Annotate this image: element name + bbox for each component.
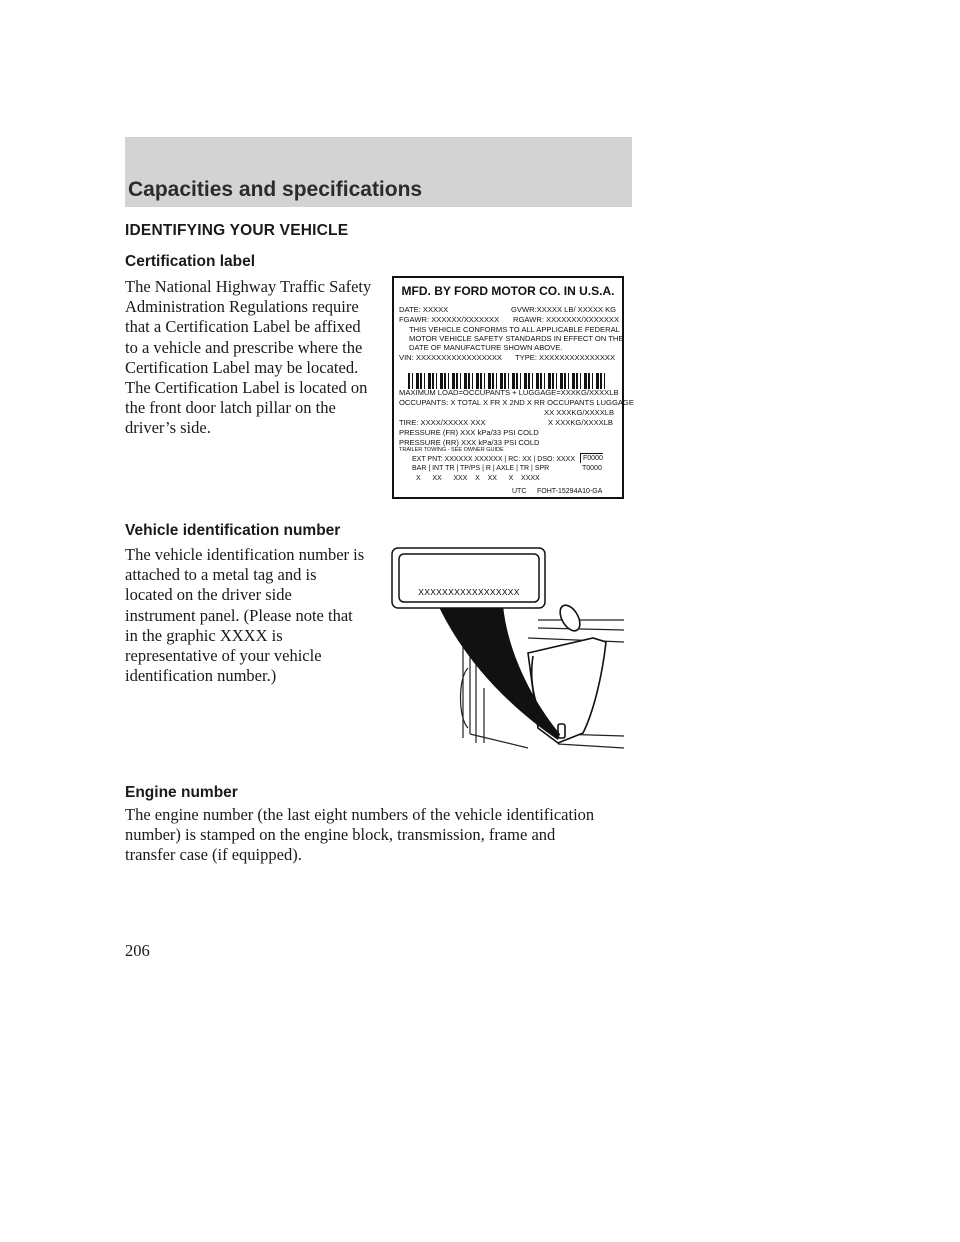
label-trailer-note: TRAILER TOWING - SEE OWNER GUIDE [399, 447, 504, 453]
label-type: TYPE: XXXXXXXXXXXXXXX [515, 353, 616, 362]
text-line: Certification Label may be located. [125, 357, 359, 377]
text-line: to a vehicle and prescribe where the [125, 337, 363, 357]
label-max-load: MAXIMUM LOAD=OCCUPANTS + LUGGAGE=XXXKG/XXXXLB [399, 388, 619, 397]
label-date: DATE: XXXXX [399, 305, 449, 314]
label-pressure-rear: PRESSURE (RR) XXX kPa/33 PSI COLD [399, 438, 540, 447]
text-line: driver’s side. [125, 418, 211, 438]
label-gvwr: GVWR:XXXXX LB/ XXXXX KG [511, 305, 617, 314]
section-title: IDENTIFYING YOUR VEHICLE [125, 222, 349, 239]
label-code-f: F0000 [580, 453, 603, 463]
label-occupants: OCCUPANTS: X TOTAL X FR X 2ND X RR OCCUPANTS LUGGAGE [399, 398, 634, 407]
label-conform-line: MOTOR VEHICLE SAFETY STANDARDS IN EFFECT ON THE [409, 334, 624, 343]
text-line: The vehicle identification number is [125, 545, 365, 564]
label-occupant-values: XX XXXKG/XXXXLB [544, 408, 615, 417]
text-line: transfer case (if equipped). [125, 845, 302, 865]
label-code-t: T0000 [582, 465, 602, 472]
certification-paragraph [125, 277, 371, 439]
text-line: The engine number (the last eight numbers of the vehicle identification [125, 805, 595, 824]
text-line: number) is stamped on the engine block, transmission, frame and [125, 825, 556, 845]
barcode [408, 373, 608, 389]
text-line: identification number.) [125, 666, 277, 686]
label-pressure-front: PRESSURE (FR) XXX kPa/33 PSI COLD [399, 428, 539, 437]
chapter-title: Capacities and specifications [128, 178, 423, 201]
label-conform-line: THIS VEHICLE CONFORMS TO ALL APPLICABLE FEDERAL [409, 325, 620, 334]
label-tire-values: X XXXKG/XXXXLB [548, 418, 613, 427]
text-line: that a Certification Label be affixed [125, 317, 361, 337]
label-ext-paint: EXT PNT: XXXXXX XXXXXX | RC: XX | DSO: XXXX [412, 456, 576, 463]
label-rgawr: RGAWR: XXXXXXX/XXXXXXX [513, 315, 620, 324]
label-row-values: X XX XXX X XX X XXXX [416, 475, 540, 482]
vin-tag-text: XXXXXXXXXXXXXXXXX [418, 587, 520, 597]
vin-paragraph [125, 545, 364, 686]
text-line: instrument panel. (Please note that [125, 605, 353, 625]
text-line: in the graphic XXXX is [125, 625, 283, 645]
text-line: The National Highway Traffic Safety [125, 277, 372, 296]
text-line: attached to a metal tag and is [125, 565, 317, 585]
label-conform-line: DATE OF MANUFACTURE SHOWN ABOVE. [409, 343, 563, 352]
text-line: located on the driver side [125, 585, 292, 605]
label-utc: UTC [512, 488, 527, 495]
label-tire: TIRE: XXXX/XXXXX XXX [399, 418, 486, 427]
text-line: the front door latch pillar on the [125, 398, 336, 418]
vin-heading: Vehicle identification number [125, 522, 341, 539]
engine-heading: Engine number [125, 784, 238, 801]
vin-location-illustration [388, 538, 628, 768]
text-line: Administration Regulations require [125, 297, 359, 317]
page-number: 206 [125, 941, 150, 960]
certification-label-figure [392, 276, 634, 499]
text-line: The Certification Label is located on [125, 378, 368, 398]
label-vin: VIN: XXXXXXXXXXXXXXXXX [399, 353, 502, 362]
label-row-labels: BAR | INT TR | TP/PS | R | AXLE | TR | SPR [412, 465, 550, 472]
figure-id: FOHT-15294A10-GA [537, 488, 603, 495]
text-line: representative of your vehicle [125, 646, 322, 666]
engine-paragraph [125, 805, 594, 866]
label-manufacturer-title: MFD. BY FORD MOTOR CO. IN U.S.A. [401, 284, 615, 298]
certification-heading: Certification label [125, 253, 256, 270]
label-fgawr: FGAWR: XXXXXX/XXXXXXX [399, 315, 500, 324]
